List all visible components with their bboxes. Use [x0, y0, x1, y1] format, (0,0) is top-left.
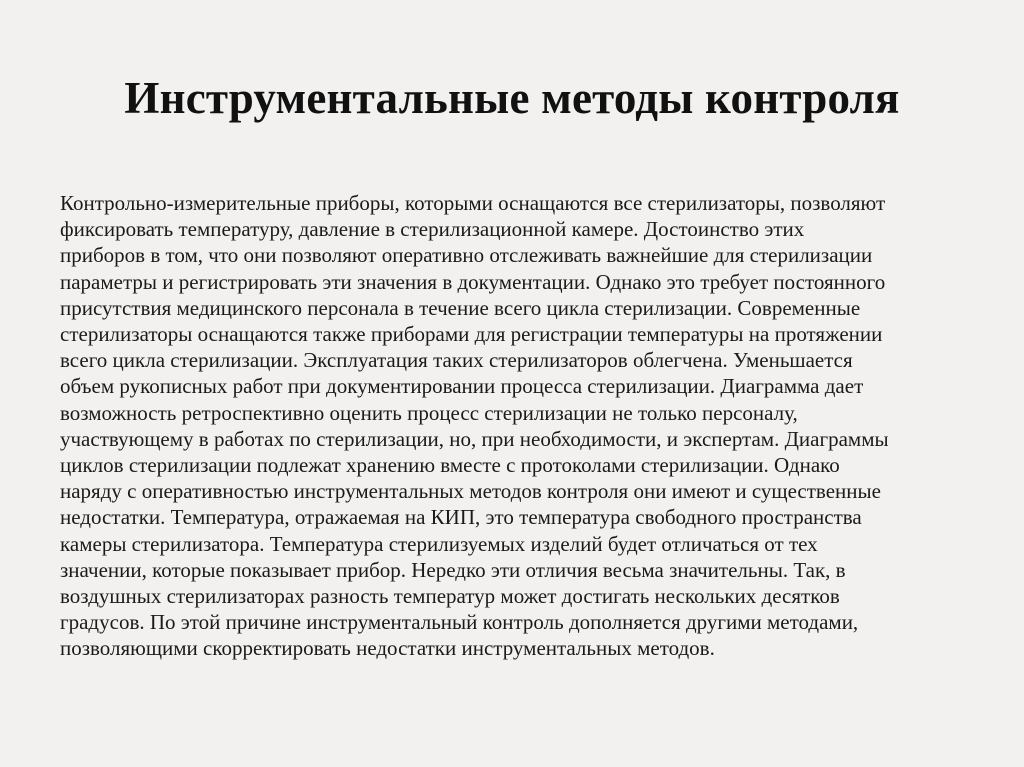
body-line: возможность ретроспективно оценить процесс стерилизации не только персоналу, [60, 400, 798, 425]
body-line: циклов стерилизации подлежат хранению вместе с протоколами стерилизации. Однако [60, 453, 840, 478]
slide-body-text [60, 190, 970, 662]
body-line: воздушных стерилизаторах разность температур может достигать нескольких десятков [60, 584, 840, 609]
body-line: стерилизаторы оснащаются также приборами для регистрации температуры на протяжении [60, 322, 883, 347]
body-line: параметры и регистрировать эти значения в документации. Однако это требует постоянного [60, 269, 886, 294]
body-line: участвующему в работах по стерилизации, но, при необходимости, и экспертам. Диаграммы [60, 426, 889, 451]
body-line: приборов в том, что они позволяют оперативно отслеживать важнейшие для стерилизации [60, 243, 873, 268]
body-line: градусов. По этой причине инструментальный контроль дополняется другими методами, [60, 610, 859, 635]
body-line: позволяющими скорректировать недостатки инструментальных методов. [60, 636, 715, 661]
body-line: всего цикла стерилизации. Эксплуатация таких стерилизаторов облегчена. Уменьшается [60, 348, 853, 373]
body-line: наряду с оперативностью инструментальных методов контроля они имеют и существенные [60, 479, 881, 504]
body-line: значении, которые показывает прибор. Нередко эти отличия весьма значительны. Так, в [60, 557, 846, 582]
body-line: камеры стерилизатора. Температура стерилизуемых изделий будет отличаться от тех [60, 531, 818, 556]
slide-title: Инструментальные методы контроля [124, 73, 900, 123]
body-line: Контрольно-измерительные приборы, которыми оснащаются все стерилизаторы, позволяют [60, 191, 886, 215]
body-line: фиксировать температуру, давление в стерилизационной камере. Достоинство этих [60, 217, 805, 242]
body-line: недостатки. Температура, отражаемая на КИП, это температура свободного пространства [60, 505, 862, 530]
body-line: объем рукописных работ при документировании процесса стерилизации. Диаграмма дает [60, 374, 864, 399]
body-line: присутствия медицинского персонала в течение всего цикла стерилизации. Современные [60, 295, 861, 320]
